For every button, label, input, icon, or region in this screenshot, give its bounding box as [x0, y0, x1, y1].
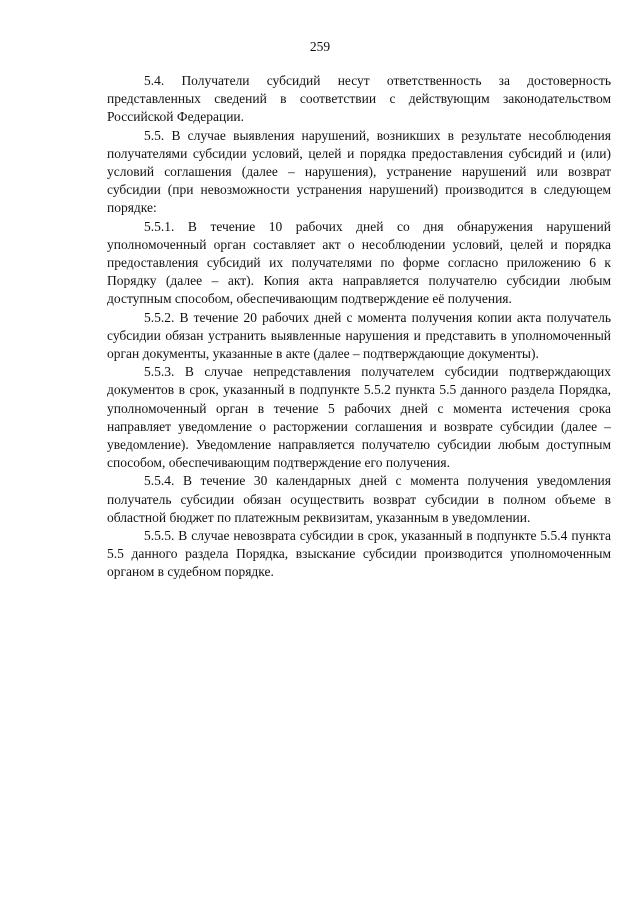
paragraph-5-5-1: 5.5.1. В течение 10 рабочих дней со дня обнаружения нарушений уполномоченный орган составляет акт о несоблюдении условий, целей и порядка предоставления субсидий их получателями по форме согласно приложению 6 к Порядку (далее – акт). Копия акта направляется получателю субсидии любым доступным способом, обеспечивающим подтверждение её получения. [107, 218, 611, 307]
paragraph-5-5-5: 5.5.5. В случае невозврата субсидии в срок, указанный в подпункте 5.5.4 пункта 5.5 данного раздела Порядка, взыскание субсидии производится уполномоченным органом в судебном порядке. [107, 528, 611, 580]
paragraph-5-4: 5.4. Получатели субсидий несут ответственность за достоверность представленных сведений в соответствии с действующим законодательством Российской Федерации. [107, 73, 611, 125]
paragraph-5-5-2: 5.5.2. В течение 20 рабочих дней с момента получения копии акта получатель субсидии обязан устранить выявленные нарушения и представить в уполномоченный орган документы, указанные в акте (далее – подтверждающие документы). [107, 309, 611, 362]
paragraph-5-5-3: 5.5.3. В случае непредставления получателем субсидии подтверждающих документов в срок, указанный в подпункте 5.5.2 пункта 5.5 данного раздела Порядка, уполномоченный орган в течение 5 рабочих дней с момента истечения срока направляет уведомление о расторжении соглашения и возврате субсидии (далее – уведомление). Уведомление направляется получателю субсидии любым доступным способом, обеспечивающим подтверждение его получения. [107, 364, 611, 471]
paragraph-5-5-4: 5.5.4. В течение 30 календарных дней с момента получения уведомления получатель субсидии обязан осуществить возврат субсидии в полном объеме в областной бюджет по платежным реквизитам, указанным в уведомлении. [107, 473, 611, 525]
paragraph-5-5: 5.5. В случае выявления нарушений, возникших в результате несоблюдения получателями субсидии условий, целей и порядка предоставления субсидий и (или) условий соглашения (далее – нарушения), устранение нарушений или возврат субсидии (при невозможности устранения нарушений) производится в следующем порядке: [107, 127, 611, 216]
document-body [107, 72, 611, 582]
page-number: 259 [309, 39, 331, 54]
